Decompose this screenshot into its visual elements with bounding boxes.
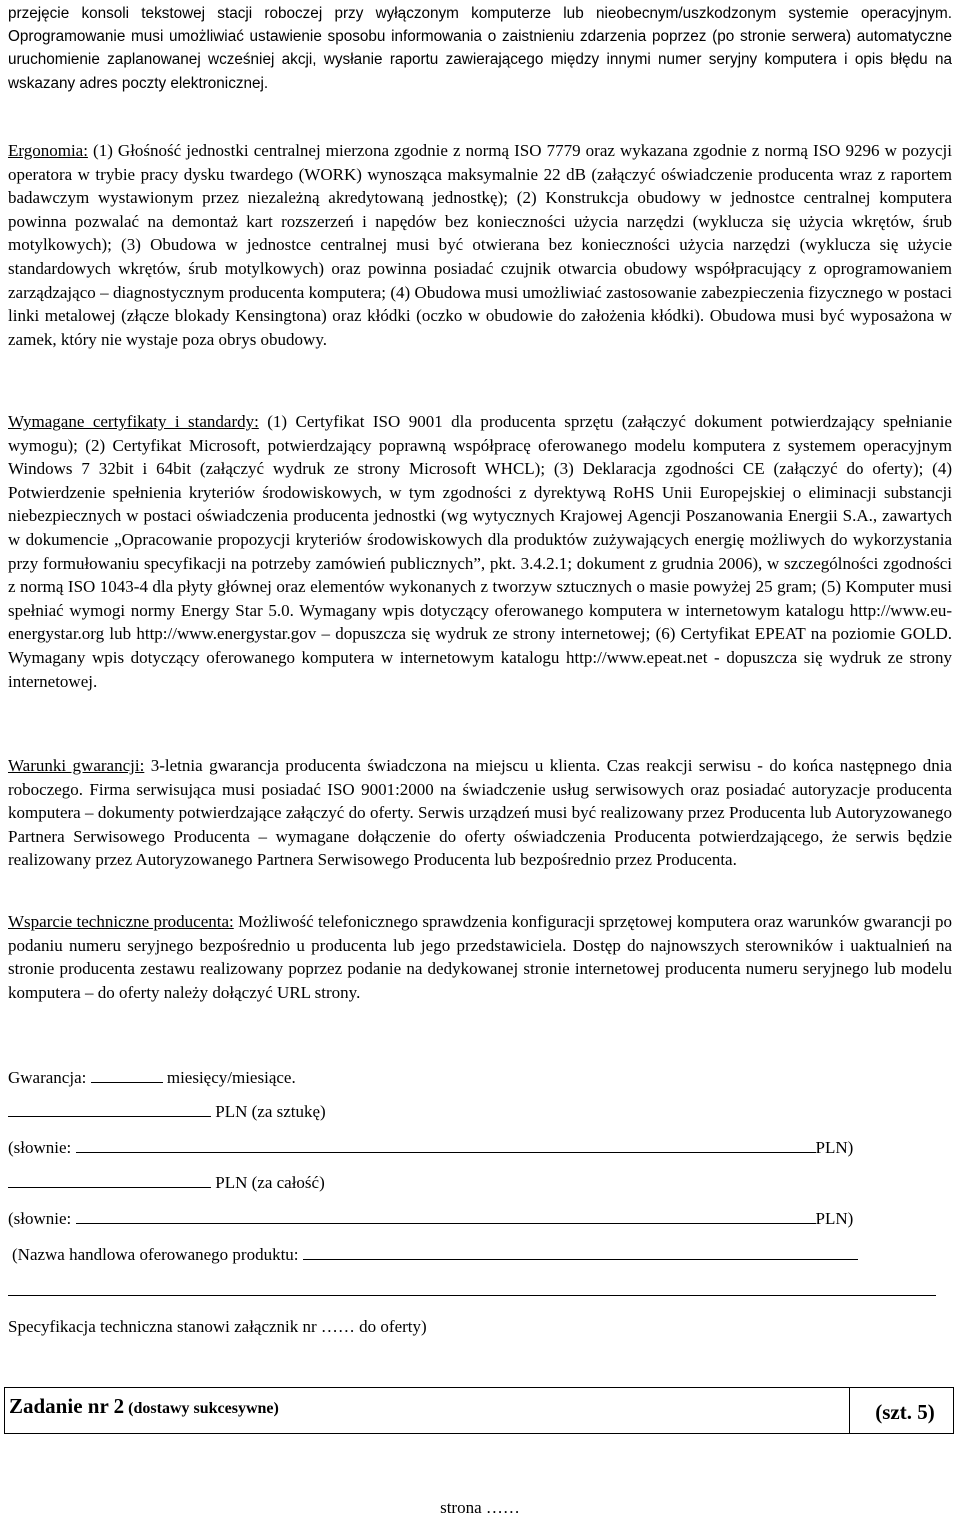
- product-name-continuation-field[interactable]: [8, 1295, 936, 1296]
- price-total-words-field[interactable]: [76, 1207, 816, 1224]
- task-header-box: [4, 1387, 954, 1434]
- slownie-label: (słownie:: [8, 1138, 72, 1157]
- price-unit-label: PLN (za sztukę): [215, 1102, 326, 1121]
- wsparcie-text: Możliwość telefonicznego sprawdzenia konfiguracji sprzętowej komputera oraz warunków gwarancji po podaniu numeru seryjnego bezpośrednio u producenta lub jego przedstawiciela. Dostęp do najnowszych sterowników i uaktualnień na stronie producenta zestawu realizowany poprzez podanie na dedykowanej stronie internetowej producenta numeru seryjnego lub modelu komputera – do oferty należy dołączyć URL strony.: [8, 912, 952, 1002]
- wsparcie-heading: Wsparcie techniczne producenta:: [8, 912, 234, 931]
- pln-close-label: PLN): [815, 1138, 854, 1157]
- price-total-label: PLN (za całość): [215, 1173, 325, 1192]
- slownie-label: (słownie:: [8, 1209, 72, 1228]
- price-total-field[interactable]: [8, 1171, 211, 1188]
- task-divider: [849, 1388, 850, 1433]
- task-number: Zadanie nr 2: [9, 1394, 125, 1418]
- ergonomia-text: (1) Głośność jednostki centralnej mierzona zgodnie z normą ISO 7779 oraz wykazana zgodnie z normą ISO 9296 w pozycji operatora w trybie pracy dysku twardego (WORK) wynosząca maksymalnie 22 dB (załączyć oświadczenie producenta wraz z raportem badawczym wystawionym przez niezależną akredytowaną jednostkę); (2) Konstrukcja obudowy w jednostce centralnej komputera powinna pozwalać na demontaż kart rozszerzeń i napędów bez konieczności użycia narzędzi (wyklucza się użycia wkrętów, śrub motylkowych); (3) Obudowa w jednostce centralnej musi być otwierana bez konieczności użycia narzędzi (wyklucza się użycie standardowych wkrętów, śrub motylkowych) oraz powinna posiadać czujnik otwarcia obudowy współpracujący z oprogramowaniem zarządzająco – diagnostycznym producenta komputera; (4) Obudowa musi umożliwiać zastosowanie zabezpieczenia fizycznego w postaci linki metalowej (złącze blokady Kensingtona) oraz kłódki (oczko w obudowie do założenia kłódki). Obudowa musi być wyposażona w zamek, który nie wystaje poza obrys obudowy.: [8, 141, 952, 349]
- price-total-words-line: [8, 1207, 853, 1231]
- product-name-line: [12, 1243, 858, 1267]
- product-name-label: (Nazwa handlowa oferowanego produktu:: [12, 1245, 299, 1264]
- certyfikaty-heading: Wymagane certyfikaty i standardy:: [8, 412, 259, 431]
- specyfikacja-line: Specyfikacja techniczna stanowi załącznik nr …… do oferty): [8, 1317, 427, 1336]
- product-name-field[interactable]: [303, 1243, 858, 1260]
- price-unit-field[interactable]: [8, 1100, 211, 1117]
- gwarancja-months-field[interactable]: [91, 1066, 163, 1083]
- certyfikaty-text: (1) Certyfikat ISO 9001 dla producenta sprzętu (załączyć dokument potwierdzający spełnianie wymogu); (2) Certyfikat Microsoft, potwierdzający poprawną współpracę oferowanego modelu komputera z systemem operacyjnym Windows 7 32bit i 64bit (załączyć wydruk ze strony Microsoft WHCL); (3) Deklaracja zgodności CE (załączyć do oferty); (4) Potwierdzenie spełnienia kryteriów środowiskowych, w tym zgodności z dyrektywą RoHS Unii Europejskiej o eliminacji substancji niebezpiecznych w postaci oświadczenia producenta jednostki (wg wytycznych Krajowej Agencji Poszanowania Energii S.A., zawartych w dokumencie „Opracowanie propozycji kryteriów środowiskowych dla produktów zużywających energię możliwych do wykorzystania przy formułowaniu specyfikacji na potrzeby zamówień publicznych”, pkt. 3.4.2.1; dokument z grudnia 2006), w szczególności zgodności z normą ISO 1043-4 dla płyty głównej oraz elementów wykonanych z tworzyw sztucznych o masie powyżej 25 gram; (5) Komputer musi spełniać wymogi normy Energy Star 5.0. Wymagany wpis dotyczący oferowanego komputera w internetowym katalogu http://www.eu-energystar.org lub http://www.energystar.gov – dopuszcza się wydruk ze strony internetowej; (6) Certyfikat EPEAT na poziomie GOLD. Wymagany wpis dotyczący oferowanego komputera w internetowym katalogu http://www.epeat.net - dopuszcza się wydruk ze strony internetowej.: [8, 412, 952, 691]
- gwarancja-form-suffix: miesięcy/miesiące.: [166, 1068, 296, 1087]
- task-subtitle: (dostawy sukcesywne): [128, 1400, 279, 1417]
- ergonomia-heading: Ergonomia:: [8, 141, 88, 160]
- gwarancja-heading: Warunki gwarancji:: [8, 756, 145, 775]
- price-unit-words-line: [8, 1136, 853, 1160]
- price-unit-line: [8, 1100, 326, 1124]
- page-number-footer: strona ……: [440, 1498, 520, 1517]
- price-total-line: [8, 1171, 325, 1195]
- intro-paragraph: przejęcie konsoli tekstowej stacji roboczej przy wyłączonym komputerze lub nieobecnym/uszkodzonym systemie operacyjnym. Oprogramowanie musi umożliwiać ustawienie sposobu informowania o zaistnieniu zdarzenia poprzez (po stronie serwera) automatyczne uruchomienie zaplanowanej wcześniej akcji, wysłanie raportu zawierającego między innymi numer seryjny komputera i opis błędu na wskazany adres poczty elektronicznej.: [8, 5, 952, 92]
- ergonomia-paragraph: [8, 139, 952, 351]
- gwarancja-form-label: Gwarancja:: [8, 1068, 87, 1087]
- gwarancja-text: 3-letnia gwarancja producenta świadczona na miejscu u klienta. Czas reakcji serwisu - do końca następnego dnia roboczego. Firma serwisująca musi posiadać ISO 9001:2000 na świadczenie usług serwisowych oraz posiadać autoryzacje producenta komputera – dokumenty potwierdzające załączyć do oferty. Serwis urządzeń musi być realizowany przez Producenta lub Autoryzowanego Partnera Serwisowego Producenta – wymagane dołączenie do oferty oświadczenia Producenta potwierdzającego, że serwis będzie realizowany przez Autoryzowanego Partnera Serwisowego Producenta lub bezpośrednio przez Producenta.: [8, 756, 952, 870]
- price-unit-words-field[interactable]: [76, 1136, 816, 1153]
- task-title: [9, 1394, 279, 1419]
- wsparcie-paragraph: [8, 910, 952, 1004]
- gwarancja-form-line: [8, 1066, 296, 1090]
- pln-close-label: PLN): [815, 1209, 854, 1228]
- gwarancja-paragraph: [8, 754, 952, 872]
- certyfikaty-paragraph: [8, 410, 952, 693]
- task-quantity: (szt. 5): [875, 1400, 935, 1424]
